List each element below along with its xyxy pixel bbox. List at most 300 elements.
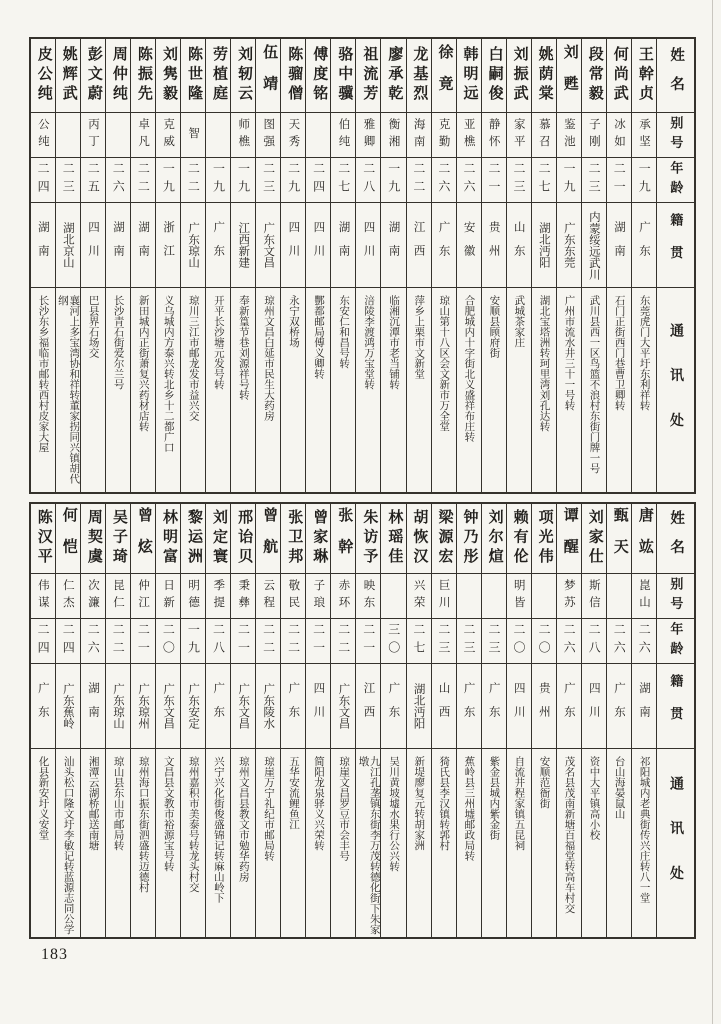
cell-origin	[457, 664, 481, 749]
cell-age	[632, 619, 656, 664]
origin-text: 广东	[212, 221, 225, 269]
origin-text: 湖南	[612, 221, 625, 269]
cell-origin	[657, 203, 694, 288]
origin-text: 内蒙绥远武川	[587, 210, 600, 280]
cell-alias	[457, 113, 481, 158]
contact-text: 义乌城内方泰兴转北乡十二都广口	[162, 295, 174, 453]
cell-contact	[81, 749, 105, 937]
alias-text: 克威	[162, 118, 175, 152]
cell-alias	[181, 574, 205, 619]
contact-text: 新田城内正街萧复兴药材店转	[137, 295, 149, 432]
cell-alias	[632, 113, 656, 158]
alias-text: 公纯	[36, 118, 49, 152]
age-text: 二一	[361, 623, 376, 659]
name-text: 黎运洲	[186, 509, 202, 568]
cell-contact	[457, 749, 481, 937]
cell-origin	[206, 203, 230, 288]
origin-text: 广东	[487, 682, 500, 730]
origin-text: 广东	[212, 682, 225, 730]
cell-alias	[131, 574, 155, 619]
cell-contact	[432, 288, 456, 492]
name-text: 钟乃彤	[461, 509, 478, 568]
cell-alias	[81, 574, 105, 619]
origin-text: 湖南	[36, 221, 49, 269]
cell-origin	[306, 203, 330, 288]
age-text: 二三	[512, 162, 527, 198]
person-column	[281, 504, 306, 937]
person-column	[131, 39, 156, 492]
cell-contact	[482, 749, 506, 937]
cell-contact	[31, 749, 55, 937]
cell-contact	[557, 288, 581, 492]
cell-contact	[632, 749, 656, 937]
age-text: 二六	[562, 623, 577, 659]
cell-origin	[381, 664, 405, 749]
name-text: 何恺	[60, 507, 77, 570]
cell-name	[657, 39, 694, 113]
contact-text: 广州市流水井三十一号转	[563, 295, 575, 411]
contact-text: 东莞虎门大平圩东利祥转	[638, 295, 650, 411]
contact-text: 资中大平镇高小校	[588, 756, 600, 840]
alias-text: 雅卿	[362, 118, 375, 152]
cell-contact	[356, 749, 380, 937]
name-text: 刘振武	[511, 46, 528, 105]
name-text: 徐竟	[436, 44, 453, 107]
cell-alias	[81, 113, 105, 158]
cell-contact	[582, 288, 606, 492]
cell-alias	[582, 113, 606, 158]
origin-text: 山东	[512, 221, 525, 269]
cell-age	[256, 158, 280, 203]
cell-contact	[306, 749, 330, 937]
age-text: 一九	[236, 162, 251, 198]
cell-alias	[281, 113, 305, 158]
age-text: 二二	[261, 623, 276, 659]
cell-name	[81, 39, 105, 113]
cell-age	[281, 158, 305, 203]
cell-alias	[507, 574, 531, 619]
cell-contact	[432, 749, 456, 937]
person-column	[306, 504, 331, 937]
contact-text: 酆都邮局傅义卿转	[313, 295, 325, 379]
cell-origin	[582, 203, 606, 288]
alias-text: 伟谋	[36, 579, 49, 613]
contact-text: 琼川三江市邮龙发市益兴交	[187, 295, 199, 421]
person-column	[632, 39, 657, 492]
alias-text: 云程	[262, 579, 275, 613]
contact-text: 奉新篁节巷刘源祥号转	[237, 295, 249, 400]
name-text: 姓名	[668, 509, 685, 568]
cell-age	[432, 619, 456, 664]
age-text: 一九	[637, 162, 652, 198]
person-column	[56, 39, 81, 492]
alias-text: 冰如	[612, 118, 625, 152]
cell-origin	[331, 664, 355, 749]
person-column	[582, 504, 607, 937]
name-text: 陈世隆	[186, 46, 202, 105]
contact-text: 吴川黄坡墟水果行公兴转	[388, 756, 400, 872]
cell-age	[381, 619, 405, 664]
origin-text: 湖北沔阳	[537, 222, 550, 268]
cell-name	[156, 39, 180, 113]
cell-contact	[181, 288, 205, 492]
name-text: 姓名	[668, 46, 685, 105]
person-column	[81, 504, 106, 937]
age-text: 二二	[411, 162, 426, 198]
contact-text: 琼州海口振东街泗盛转迈德村	[137, 756, 149, 893]
name-text: 张幹	[336, 507, 353, 570]
age-text: 二〇	[537, 623, 552, 659]
cell-name	[432, 504, 456, 574]
cell-age	[482, 158, 506, 203]
cell-alias	[306, 113, 330, 158]
age-text: 二八	[361, 162, 376, 198]
origin-text: 江西	[362, 682, 375, 730]
alias-text: 天秀	[287, 118, 300, 152]
contact-text: 通讯处	[668, 775, 684, 911]
cell-age	[206, 158, 230, 203]
cell-name	[607, 39, 631, 113]
name-text: 姚荫棠	[536, 46, 553, 105]
origin-text: 江西新建	[237, 222, 250, 268]
cell-alias	[231, 113, 255, 158]
cell-alias	[407, 574, 431, 619]
age-text: 二〇	[512, 623, 527, 659]
alias-text: 映东	[362, 579, 375, 613]
alias-text: 承坚	[638, 118, 650, 152]
name-text: 曾航	[261, 507, 278, 570]
cell-age	[156, 158, 180, 203]
cell-contact	[281, 749, 305, 937]
alias-text: 赤环	[337, 579, 350, 613]
cell-age	[407, 158, 431, 203]
cell-age	[607, 619, 631, 664]
origin-text: 广东	[638, 221, 650, 269]
contact-text: 湘潭云湖桥邮送南塘	[87, 756, 99, 851]
alias-text: 子刚	[587, 118, 600, 152]
cell-name	[131, 504, 155, 574]
cell-name	[457, 39, 481, 113]
person-column	[407, 504, 432, 937]
origin-text: 浙江	[162, 221, 175, 269]
cell-name	[457, 504, 481, 574]
age-text: 二三	[436, 623, 451, 659]
cell-age	[81, 619, 105, 664]
cell-alias	[181, 113, 205, 158]
alias-text: 昆仁	[112, 579, 125, 613]
alias-text: 明皆	[512, 579, 525, 613]
contact-text: 石门正街西门巷曹卫卿转	[613, 295, 625, 411]
name-text: 彭文蔚	[85, 46, 102, 105]
name-text: 刘定寰	[211, 509, 228, 568]
contact-text: 琼崖文昌罗豆市会丰号	[338, 756, 350, 861]
person-column	[557, 504, 582, 937]
person-column	[607, 504, 632, 937]
cell-contact	[306, 288, 330, 492]
name-text: 段常毅	[586, 46, 603, 105]
cell-age	[231, 619, 255, 664]
cell-contact	[607, 288, 631, 492]
name-text: 劳植庭	[211, 46, 228, 105]
origin-text: 贵州	[487, 221, 500, 269]
name-text: 陈振先	[135, 46, 152, 105]
cell-name	[557, 504, 581, 574]
contact-text: 合肥城内十字街北义盛祥布庄转	[463, 295, 475, 442]
cell-alias	[657, 113, 694, 158]
cell-alias	[532, 574, 556, 619]
cell-age	[356, 158, 380, 203]
cell-origin	[482, 203, 506, 288]
cell-contact	[231, 749, 255, 937]
alias-text: 兴荣	[412, 579, 425, 613]
age-text: 三〇	[386, 623, 401, 659]
age-text: 一九	[562, 162, 577, 198]
cell-origin	[256, 203, 280, 288]
age-text: 二六	[637, 623, 652, 659]
cell-alias	[432, 113, 456, 158]
alias-text: 衡湘	[387, 118, 400, 152]
cell-name	[407, 504, 431, 574]
alias-text: 敬民	[287, 579, 300, 613]
cell-age	[31, 158, 55, 203]
cell-contact	[657, 749, 694, 937]
alias-text: 卓凡	[137, 118, 150, 152]
cell-origin	[407, 664, 431, 749]
cell-contact	[56, 749, 80, 937]
name-text: 梁源宏	[436, 509, 453, 568]
cell-origin	[407, 203, 431, 288]
origin-text: 安徽	[462, 221, 475, 269]
cell-origin	[607, 664, 631, 749]
person-column	[532, 504, 557, 937]
person-column	[381, 504, 406, 937]
origin-text: 四川	[287, 221, 300, 269]
cell-name	[632, 39, 656, 113]
cell-origin	[457, 203, 481, 288]
alias-text: 季提	[212, 579, 225, 613]
cell-age	[632, 158, 656, 203]
directory-table-upper	[29, 37, 696, 494]
alias-text: 慕召	[537, 118, 550, 152]
cell-age	[482, 619, 506, 664]
cell-contact	[156, 288, 180, 492]
age-text: 二七	[411, 623, 426, 659]
cell-origin	[557, 203, 581, 288]
cell-origin	[31, 664, 55, 749]
cell-origin	[432, 203, 456, 288]
contact-text: 东安仁和昌号转	[338, 295, 350, 369]
cell-contact	[532, 288, 556, 492]
origin-text: 广东	[387, 682, 400, 730]
name-text: 周仲纯	[110, 46, 127, 105]
cell-age	[657, 619, 694, 664]
alias-text: 家平	[512, 118, 525, 152]
origin-text: 四川	[512, 682, 525, 730]
cell-name	[356, 504, 380, 574]
origin-text: 广东	[36, 682, 49, 730]
cell-name	[657, 504, 694, 574]
cell-origin	[156, 664, 180, 749]
contact-text: 武城茶家庄	[513, 295, 525, 348]
origin-text: 江西	[412, 221, 425, 269]
cell-age	[507, 158, 531, 203]
origin-text: 籍贯	[668, 212, 684, 278]
age-text: 二三	[61, 162, 76, 198]
cell-name	[106, 39, 130, 113]
alias-text: 丙丁	[86, 118, 99, 152]
person-column	[432, 504, 457, 937]
contact-text: 永宁双桥场	[287, 295, 299, 348]
person-column	[156, 39, 181, 492]
cell-name	[281, 39, 305, 113]
cell-age	[106, 619, 130, 664]
cell-contact	[407, 288, 431, 492]
cell-contact	[131, 288, 155, 492]
name-text: 刘尔煊	[486, 509, 503, 568]
cell-alias	[482, 574, 506, 619]
cell-age	[356, 619, 380, 664]
name-text: 朱访予	[361, 509, 378, 568]
cell-age	[281, 619, 305, 664]
contact-text: 长沙东乡福临市邮转西村皮家大屋	[37, 295, 49, 453]
person-column	[156, 504, 181, 937]
person-column	[181, 39, 206, 492]
cell-age	[106, 158, 130, 203]
cell-alias	[106, 574, 130, 619]
name-text: 姚辉武	[60, 46, 77, 105]
age-text: 二一	[136, 623, 151, 659]
person-column	[306, 39, 331, 492]
name-text: 皮公纯	[35, 46, 52, 105]
person-column	[457, 39, 482, 492]
cell-name	[206, 39, 230, 113]
cell-name	[532, 504, 556, 574]
age-text: 二六	[86, 623, 101, 659]
cell-alias	[607, 574, 631, 619]
alias-text: 明德	[187, 579, 200, 613]
contact-text: 猗氏县李汉镇转郭村	[438, 756, 450, 851]
cell-age	[457, 619, 481, 664]
alias-text: 智	[187, 126, 200, 144]
alias-text: 秉彝	[237, 579, 250, 613]
cell-contact	[256, 288, 280, 492]
cell-origin	[356, 664, 380, 749]
cell-age	[582, 158, 606, 203]
origin-text: 籍贯	[668, 673, 684, 739]
cell-origin	[56, 664, 80, 749]
origin-text: 广东琼山	[187, 222, 200, 268]
cell-contact	[582, 749, 606, 937]
cell-age	[131, 619, 155, 664]
page-number: 183	[41, 946, 68, 963]
person-column	[331, 504, 356, 937]
name-text: 刘甦	[561, 44, 578, 107]
alias-text: 仁杰	[61, 579, 74, 613]
header-column	[657, 504, 694, 937]
person-column	[56, 504, 81, 937]
alias-text: 鉴池	[562, 118, 575, 152]
cell-name	[206, 504, 230, 574]
alias-text: 崑山	[638, 579, 650, 613]
alias-text: 伯纯	[337, 118, 350, 152]
alias-text: 次濂	[86, 579, 99, 613]
cell-contact	[206, 749, 230, 937]
age-text: 二二	[186, 162, 201, 198]
cell-contact	[407, 749, 431, 937]
age-text: 二〇	[161, 623, 176, 659]
contact-text: 安顺县顾府街	[488, 295, 500, 358]
person-column	[582, 39, 607, 492]
age-text: 二二	[136, 162, 151, 198]
cell-alias	[557, 113, 581, 158]
origin-text: 广东东莞	[562, 222, 575, 268]
origin-text: 广东文昌	[162, 683, 175, 729]
cell-age	[56, 619, 80, 664]
cell-alias	[106, 113, 130, 158]
cell-alias	[231, 574, 255, 619]
cell-origin	[532, 203, 556, 288]
age-text: 二三	[261, 162, 276, 198]
cell-contact	[81, 288, 105, 492]
cell-name	[31, 39, 55, 113]
cell-age	[156, 619, 180, 664]
contact-text: 紫金县城内紫金街	[488, 756, 500, 840]
person-column	[381, 39, 406, 492]
cell-origin	[231, 203, 255, 288]
cell-alias	[131, 113, 155, 158]
cell-alias	[156, 113, 180, 158]
origin-text: 广东琼山	[112, 683, 125, 729]
contact-text: 长沙青石街爱尔兰号	[112, 295, 124, 390]
alias-text: 巨川	[437, 579, 450, 613]
origin-text: 湖南	[387, 221, 400, 269]
cell-contact	[106, 288, 130, 492]
age-text: 二一	[486, 162, 501, 198]
person-column	[457, 504, 482, 937]
contact-text: 通讯处	[668, 322, 684, 458]
age-text: 二四	[311, 162, 326, 198]
alias-text: 日新	[162, 579, 175, 613]
origin-text: 广东	[612, 682, 625, 730]
contact-text: 台山海晏鼠山	[613, 756, 625, 819]
age-text: 二八	[587, 623, 602, 659]
person-column	[31, 504, 56, 937]
age-text: 二七	[537, 162, 552, 198]
cell-name	[306, 504, 330, 574]
contact-text: 武川县西一区鸟篮不浪村东街门牌一号	[588, 295, 600, 474]
alias-text: 仲江	[137, 579, 150, 613]
alias-text: 子琅	[312, 579, 325, 613]
origin-text: 湖南	[337, 221, 350, 269]
contact-text: 新堤廖复元转胡家洲	[413, 756, 425, 851]
age-text: 二六	[612, 623, 627, 659]
contact-text: 萍乡上栗市文新堂	[413, 295, 425, 379]
cell-alias	[331, 113, 355, 158]
cell-origin	[482, 664, 506, 749]
cell-alias	[206, 574, 230, 619]
age-text: 二三	[486, 623, 501, 659]
age-text: 一九	[211, 162, 226, 198]
name-text: 龙基烈	[411, 46, 428, 105]
name-text: 傅度铭	[311, 46, 328, 105]
cell-age	[331, 619, 355, 664]
name-text: 廖承乾	[386, 46, 403, 105]
contact-text: 巴县界石场交	[87, 295, 99, 358]
person-column	[206, 504, 231, 937]
cell-contact	[381, 288, 405, 492]
cell-contact	[231, 288, 255, 492]
age-text: 二三	[461, 623, 476, 659]
